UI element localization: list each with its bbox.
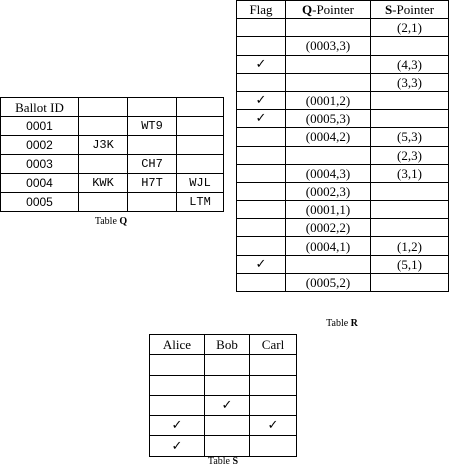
table-row: [237, 255, 449, 273]
caption-prefix: Table: [94, 216, 117, 227]
bob-cell: [205, 375, 250, 395]
table-s-header-carl: Carl: [250, 335, 297, 355]
s-pointer-cell: [371, 110, 449, 128]
bob-cell: [205, 416, 250, 436]
s-pointer-cell: (5,1): [371, 255, 449, 273]
flag-cell: ✓: [237, 91, 286, 109]
header-suffix: -Pointer: [392, 2, 435, 18]
ballot-code-cell: J3K: [79, 136, 128, 155]
header-suffix: -Pointer: [312, 2, 354, 18]
alice-cell: [150, 375, 205, 395]
ballot-code-cell: [177, 117, 224, 136]
table-r-header-row: [237, 1, 449, 19]
flag-cell: [237, 19, 286, 37]
q-pointer-cell: (0005,3): [286, 110, 371, 128]
table-row: [237, 73, 449, 91]
flag-cell: [237, 273, 286, 291]
ballot-code-cell: H7T: [128, 174, 177, 193]
flag-cell: [237, 146, 286, 164]
table-row: [237, 128, 449, 146]
table-r-body: [237, 19, 449, 292]
table-q: [0, 97, 224, 212]
caption-letter: Q: [119, 216, 128, 227]
ballot-code-cell: [128, 136, 177, 155]
s-pointer-cell: (3,1): [371, 164, 449, 182]
table-r-header-s-pointer: [371, 1, 449, 19]
header-bold-letter: S: [384, 2, 393, 18]
ballot-code-cell: [79, 117, 128, 136]
s-pointer-cell: (2,3): [371, 146, 449, 164]
flag-cell: ✓: [237, 255, 286, 273]
table-row: [237, 55, 449, 73]
table-row: [150, 416, 297, 436]
s-pointer-cell: [371, 219, 449, 237]
alice-cell: [150, 355, 205, 375]
table-row: [237, 37, 449, 55]
carl-cell: [250, 436, 297, 456]
table-row: [1, 174, 224, 193]
q-pointer-cell: (0001,2): [286, 91, 371, 109]
table-q-header-row: [1, 98, 224, 117]
ballot-code-cell: [79, 155, 128, 174]
ballot-code-cell: WT9: [128, 117, 177, 136]
table-s-header-bob: Bob: [205, 335, 250, 355]
table-row: [237, 273, 449, 291]
q-pointer-cell: (0004,2): [286, 128, 371, 146]
table-row: [1, 136, 224, 155]
q-pointer-cell: (0003,3): [286, 37, 371, 55]
alice-cell: ✓: [150, 416, 205, 436]
table-s-body: [150, 355, 297, 456]
table-row: [1, 193, 224, 212]
s-pointer-cell: [371, 273, 449, 291]
s-pointer-cell: (3,3): [371, 73, 449, 91]
table-s-header-row: [150, 335, 297, 355]
q-pointer-cell: [286, 55, 371, 73]
alice-cell: ✓: [150, 436, 205, 456]
q-pointer-cell: [286, 255, 371, 273]
table-q-header-ballot-id: Ballot ID: [1, 98, 79, 117]
carl-cell: ✓: [250, 416, 297, 436]
ballot-code-cell: [177, 155, 224, 174]
ballot-code-cell: [177, 136, 224, 155]
table-row: [237, 182, 449, 200]
q-pointer-cell: (0002,3): [286, 182, 371, 200]
ballot-code-cell: CH7: [128, 155, 177, 174]
table-s: [149, 334, 297, 457]
caption-prefix: Table: [207, 456, 230, 467]
ballot-id-cell: 0001: [1, 117, 79, 136]
q-pointer-cell: (0005,2): [286, 273, 371, 291]
flag-cell: ✓: [237, 55, 286, 73]
q-pointer-cell: (0001,1): [286, 201, 371, 219]
ballot-id-cell: 0005: [1, 193, 79, 212]
table-row: [237, 219, 449, 237]
table-row: [237, 164, 449, 182]
table-s-header-alice: Alice: [150, 335, 205, 355]
flag-cell: [237, 201, 286, 219]
flag-cell: [237, 182, 286, 200]
q-pointer-cell: [286, 146, 371, 164]
q-pointer-cell: (0002,2): [286, 219, 371, 237]
flag-cell: [237, 128, 286, 146]
ballot-code-cell: [128, 193, 177, 212]
ballot-id-cell: 0002: [1, 136, 79, 155]
flag-cell: [237, 237, 286, 255]
table-s-caption: [149, 456, 297, 467]
bob-cell: [205, 355, 250, 375]
bob-cell: ✓: [205, 395, 250, 415]
table-row: [1, 155, 224, 174]
ballot-id-cell: 0004: [1, 174, 79, 193]
ballot-code-cell: [79, 193, 128, 212]
table-row: [237, 237, 449, 255]
s-pointer-cell: (1,2): [371, 237, 449, 255]
table-q-header-cell: [79, 98, 128, 117]
s-pointer-cell: [371, 91, 449, 109]
ballot-code-cell: LTM: [177, 193, 224, 212]
table-q-caption: [0, 216, 222, 227]
s-pointer-cell: [371, 37, 449, 55]
table-row: [237, 110, 449, 128]
flag-cell: [237, 219, 286, 237]
bob-cell: [205, 436, 250, 456]
table-r-header-q-pointer: [286, 1, 371, 19]
flag-cell: [237, 37, 286, 55]
table-q-header-cell: [177, 98, 224, 117]
table-r-header-flag: Flag: [237, 1, 286, 19]
s-pointer-cell: [371, 182, 449, 200]
q-pointer-cell: [286, 73, 371, 91]
q-pointer-cell: (0004,3): [286, 164, 371, 182]
caption-letter: R: [350, 318, 358, 329]
table-row: [150, 436, 297, 456]
flag-cell: [237, 73, 286, 91]
ballot-code-cell: WJL: [177, 174, 224, 193]
ballot-id-cell: 0003: [1, 155, 79, 174]
ballot-code-cell: KWK: [79, 174, 128, 193]
s-pointer-cell: [371, 201, 449, 219]
alice-cell: [150, 395, 205, 415]
carl-cell: [250, 355, 297, 375]
table-row: [1, 117, 224, 136]
flag-cell: [237, 164, 286, 182]
s-pointer-cell: (2,1): [371, 19, 449, 37]
table-row: [237, 19, 449, 37]
table-row: [237, 201, 449, 219]
carl-cell: [250, 375, 297, 395]
table-q-header-cell: [128, 98, 177, 117]
q-pointer-cell: [286, 19, 371, 37]
table-r-caption: [236, 318, 448, 329]
q-pointer-cell: (0004,1): [286, 237, 371, 255]
caption-prefix: Table: [326, 318, 349, 329]
table-row: [150, 355, 297, 375]
header-bold-letter: Q: [301, 2, 313, 18]
flag-cell: ✓: [237, 110, 286, 128]
s-pointer-cell: (4,3): [371, 55, 449, 73]
carl-cell: [250, 395, 297, 415]
table-row: [237, 146, 449, 164]
caption-letter: S: [232, 456, 239, 467]
table-row: [150, 395, 297, 415]
table-row: [237, 91, 449, 109]
s-pointer-cell: (5,3): [371, 128, 449, 146]
table-r: [236, 0, 449, 292]
table-row: [150, 375, 297, 395]
